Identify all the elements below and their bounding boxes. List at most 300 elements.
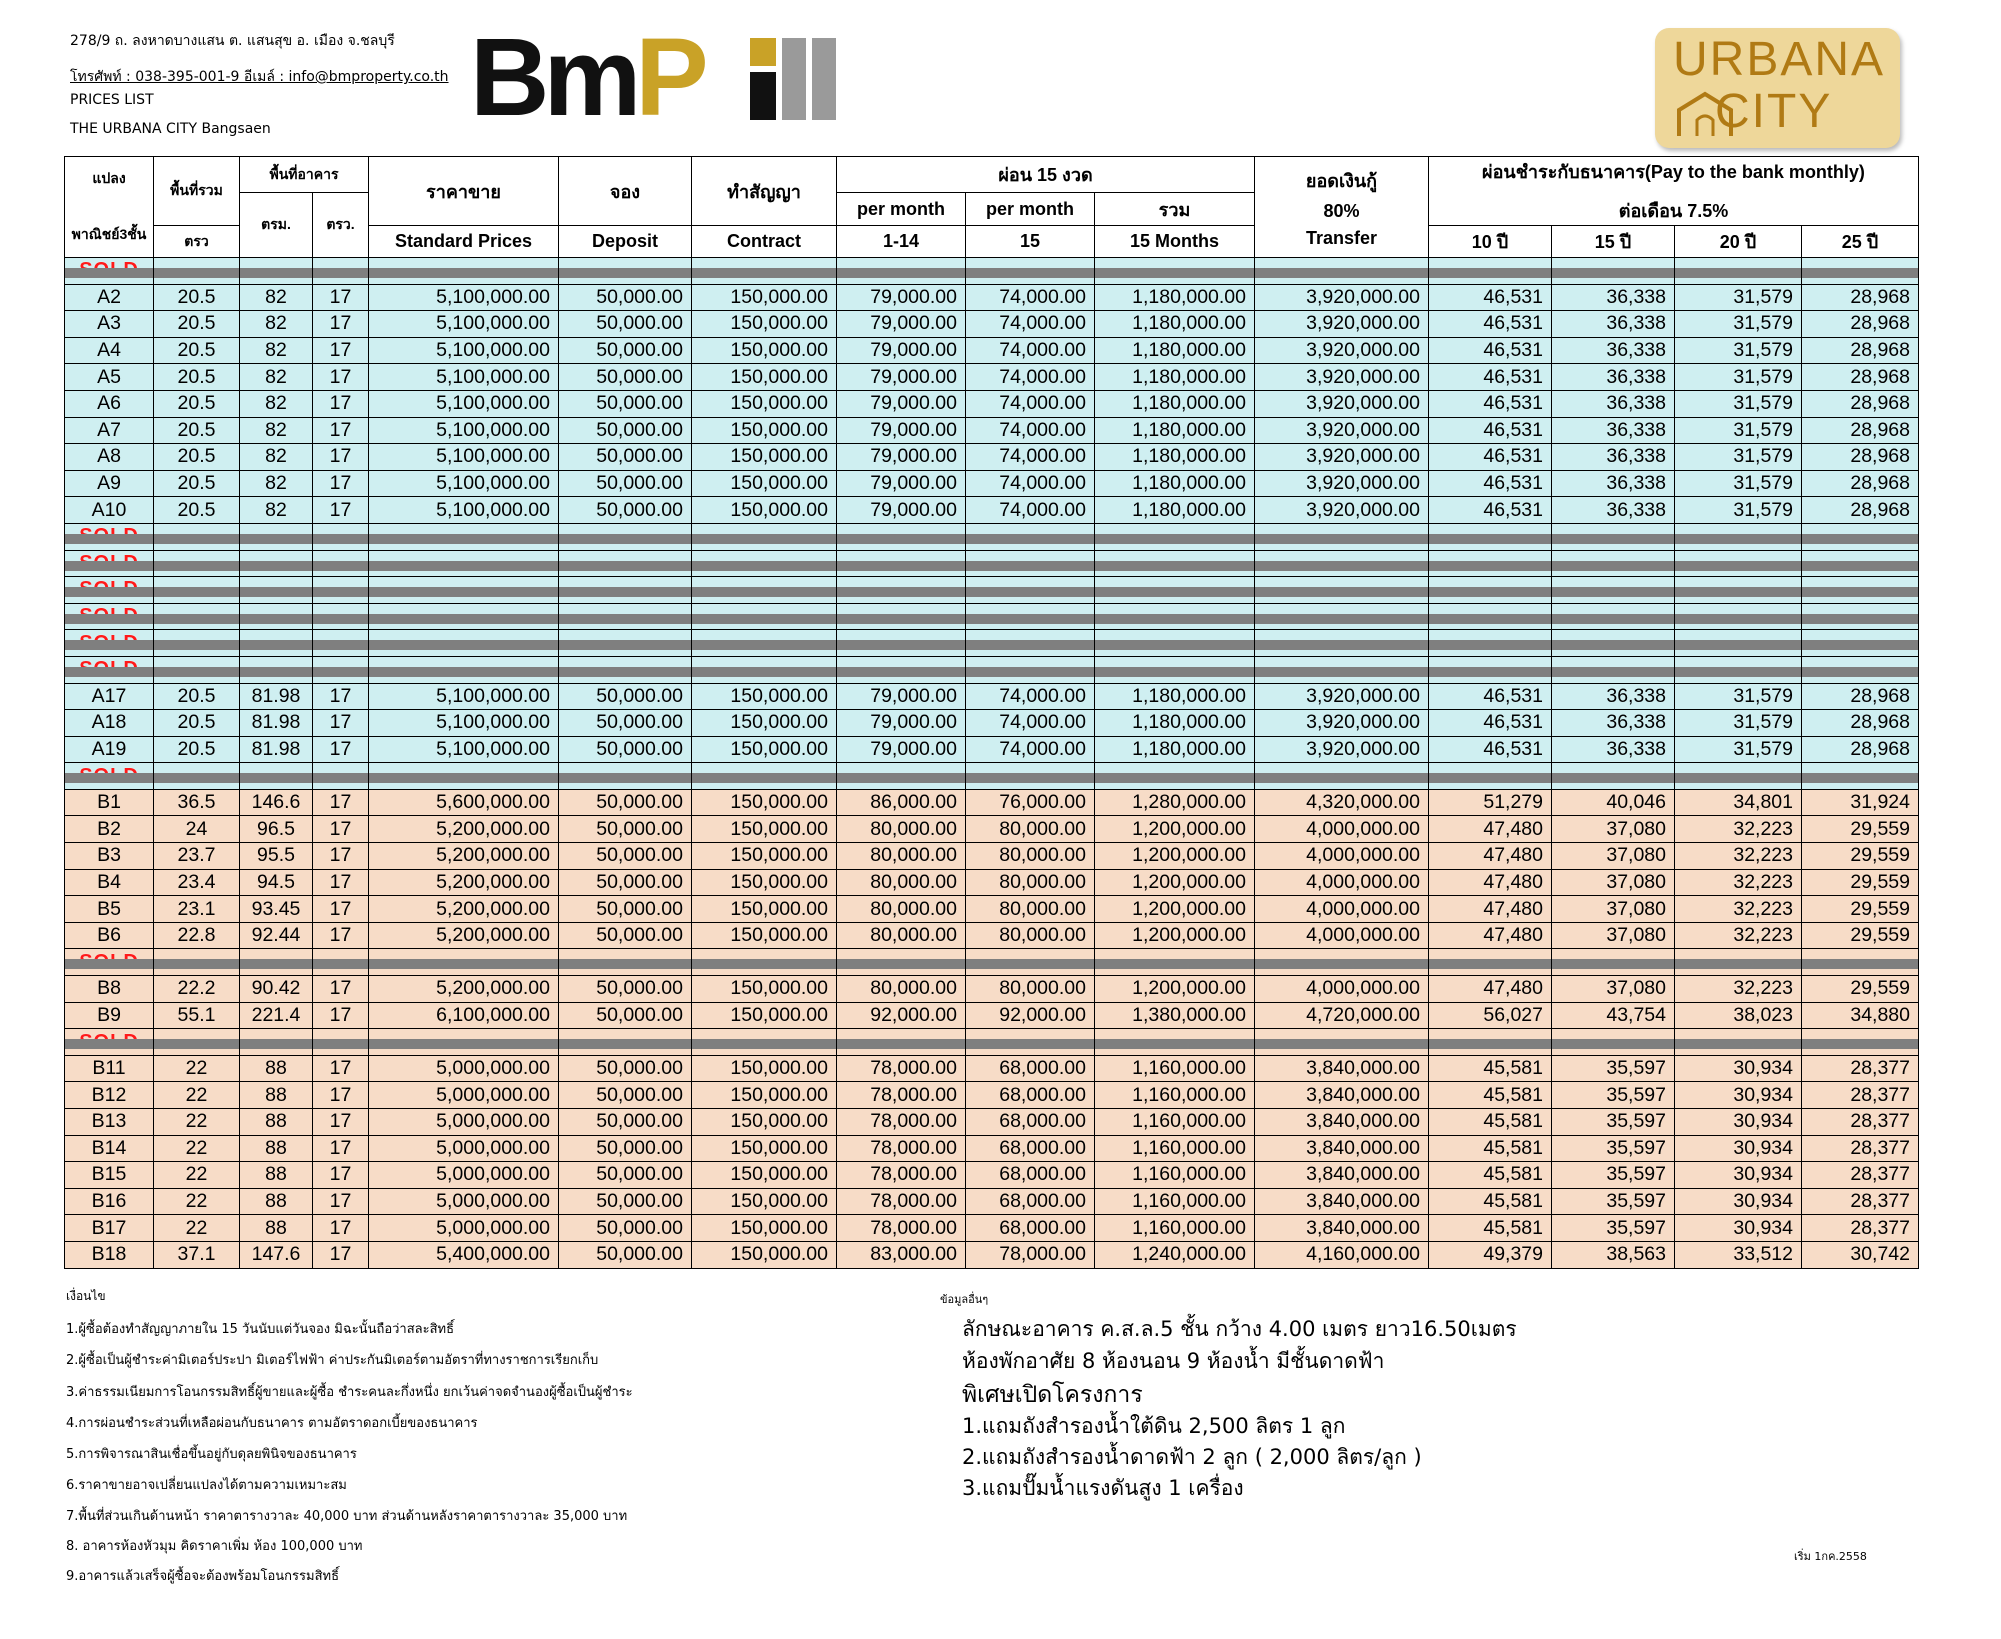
cell-land: 22 [154,1215,240,1242]
strikethrough-bar [559,614,692,624]
strikethrough-bar [65,667,154,677]
cell-y25-sold [1802,656,1919,683]
cell-pm1: 79,000.00 [837,710,966,737]
cell-sqm: 82 [240,311,313,338]
cell-plot-sold [65,550,154,577]
cell-plot-sold [65,763,154,790]
cell-total-sold [1095,577,1255,604]
strikethrough-bar [1255,268,1429,278]
cell-plot: A10 [65,497,154,524]
cell-y25-sold [1802,258,1919,285]
cell-plot: B16 [65,1188,154,1215]
cell-y15: 37,080 [1552,976,1675,1003]
table-row [65,311,1919,338]
cell-contract: 150,000.00 [692,444,837,471]
cell-contract: 150,000.00 [692,311,837,338]
strikethrough-bar [966,959,1095,969]
strikethrough-bar [966,587,1095,597]
cell-sqm: 82 [240,417,313,444]
strikethrough-bar [1552,561,1675,571]
cell-loan: 4,000,000.00 [1255,869,1429,896]
cell-loan: 3,920,000.00 [1255,390,1429,417]
header-price-th: ราคาขาย [369,157,559,226]
cell-y10-sold [1429,949,1552,976]
cell-loan-sold [1255,763,1429,790]
strikethrough-bar [1429,667,1552,677]
cell-y10: 45,581 [1429,1109,1552,1136]
header-land-unit: ตรว [154,226,240,258]
cell-total: 1,180,000.00 [1095,710,1255,737]
strikethrough-bar [559,268,692,278]
cell-land-sold [154,949,240,976]
cell-y25: 28,377 [1802,1188,1919,1215]
strikethrough-bar [1802,268,1919,278]
info-item: 2.แถมถังสำรองน้ำดาดฟ้า 2 ลูก ( 2,000 ลิตร/ลูก ) [962,1445,1422,1469]
cell-y10: 45,581 [1429,1162,1552,1189]
cell-plot: B11 [65,1055,154,1082]
strikethrough-bar [1429,773,1552,783]
strikethrough-bar [837,640,966,650]
cell-y10-sold [1429,550,1552,577]
strikethrough-bar [1095,614,1255,624]
header-plot [65,157,154,258]
cell-sqw-sold [313,550,369,577]
prices-list-title: PRICES LIST [70,92,154,108]
cell-pm1: 80,000.00 [837,896,966,923]
cell-y25-sold [1802,949,1919,976]
cell-y10: 45,581 [1429,1082,1552,1109]
cell-sqw-sold [313,1029,369,1056]
cell-price-sold [369,603,559,630]
strikethrough-bar [1255,667,1429,677]
cell-sqw: 17 [313,1055,369,1082]
cell-sqm-sold [240,523,313,550]
cell-sqm: 95.5 [240,843,313,870]
cell-plot-sold [65,656,154,683]
cell-pm1: 79,000.00 [837,311,966,338]
cell-sqw-sold [313,630,369,657]
cell-price: 5,100,000.00 [369,284,559,311]
strikethrough-bar [1255,561,1429,571]
cell-land: 20.5 [154,444,240,471]
strikethrough-bar [559,587,692,597]
header-bank-title: ผ่อนชำระกับธนาคาร(Pay to the bank monthly) [1482,162,1865,182]
strikethrough-bar [1255,614,1429,624]
cell-loan-sold [1255,523,1429,550]
strikethrough-bar [313,773,369,783]
cell-y20-sold [1675,523,1802,550]
strikethrough-bar [966,773,1095,783]
table-row-sold [65,1029,1919,1056]
cell-loan: 4,000,000.00 [1255,976,1429,1003]
cell-loan: 3,920,000.00 [1255,284,1429,311]
cell-y25: 30,742 [1802,1241,1919,1268]
cell-sqm-sold [240,1029,313,1056]
bmp-logo [470,16,840,139]
cell-loan: 4,160,000.00 [1255,1241,1429,1268]
cell-price: 5,100,000.00 [369,736,559,763]
strikethrough-bar [240,268,313,278]
cell-y25-sold [1802,550,1919,577]
cell-y20: 32,223 [1675,922,1802,949]
table-row [65,444,1919,471]
strikethrough-bar [837,587,966,597]
cell-sqm: 82 [240,390,313,417]
strikethrough-bar [369,773,559,783]
cell-sqm: 88 [240,1109,313,1136]
strikethrough-bar [1095,534,1255,544]
cell-sqm: 81.98 [240,736,313,763]
strikethrough-bar [313,614,369,624]
strikethrough-bar [369,959,559,969]
cell-deposit: 50,000.00 [559,284,692,311]
condition-item: 1.ผู้ซื้อต้องทำสัญญาภายใน 15 วันนับแต่วันจอง มิฉะนั้นถือว่าสละสิทธิ์ [66,1322,455,1337]
cell-plot: B17 [65,1215,154,1242]
table-row [65,869,1919,896]
header-loan-en: Transfer [1305,227,1378,248]
cell-plot: B8 [65,976,154,1003]
cell-price: 5,600,000.00 [369,789,559,816]
header-contract-th: ทำสัญญา [692,157,837,226]
cell-deposit: 50,000.00 [559,337,692,364]
cell-y25: 28,377 [1802,1055,1919,1082]
cell-contract: 150,000.00 [692,1241,837,1268]
strikethrough-bar [966,561,1095,571]
cell-y15: 37,080 [1552,843,1675,870]
strikethrough-bar [559,959,692,969]
cell-total: 1,180,000.00 [1095,470,1255,497]
cell-pm2: 74,000.00 [966,337,1095,364]
strikethrough-bar [154,773,240,783]
cell-y15-sold [1552,656,1675,683]
cell-y15: 36,338 [1552,444,1675,471]
cell-deposit: 50,000.00 [559,1109,692,1136]
cell-y15: 43,754 [1552,1002,1675,1029]
cell-deposit: 50,000.00 [559,1135,692,1162]
cell-y25-sold [1802,630,1919,657]
cell-pm2: 74,000.00 [966,710,1095,737]
cell-loan-sold [1255,1029,1429,1056]
cell-land-sold [154,550,240,577]
strikethrough-bar [1255,1039,1429,1049]
strikethrough-bar [1675,1039,1802,1049]
cell-pm1: 78,000.00 [837,1082,966,1109]
cell-sqw: 17 [313,922,369,949]
cell-deposit: 50,000.00 [559,1082,692,1109]
cell-contract-sold [692,603,837,630]
cell-deposit: 50,000.00 [559,710,692,737]
conditions-title: เงื่อนไข [66,1289,106,1303]
strikethrough-bar [837,561,966,571]
strikethrough-bar [1802,640,1919,650]
cell-total: 1,180,000.00 [1095,284,1255,311]
cell-plot: B2 [65,816,154,843]
strikethrough-bar [1552,587,1675,597]
cell-price: 5,100,000.00 [369,497,559,524]
cell-y20: 31,579 [1675,710,1802,737]
table-row [65,1188,1919,1215]
cell-land: 37.1 [154,1241,240,1268]
cell-total: 1,180,000.00 [1095,683,1255,710]
header-loan-pct: 80% [1323,200,1360,221]
cell-plot: A17 [65,683,154,710]
strikethrough-bar [1802,773,1919,783]
cell-plot: B13 [65,1109,154,1136]
strikethrough-bar [559,667,692,677]
cell-pm1-sold [837,577,966,604]
cell-y15: 36,338 [1552,364,1675,391]
strikethrough-bar [1095,587,1255,597]
cell-contract: 150,000.00 [692,710,837,737]
cell-plot: B18 [65,1241,154,1268]
cell-contract: 150,000.00 [692,1215,837,1242]
strikethrough-bar [65,640,154,650]
company-contact: โทรศัพท์ : 038-395-001-9 อีเมล์ : info@bmproperty.co.th [70,69,449,85]
cell-total: 1,200,000.00 [1095,976,1255,1003]
info-item: ลักษณะอาคาร ค.ส.ล.5 ชั้น กว้าง 4.00 เมตร ยาว16.50เมตร [962,1317,1517,1341]
cell-plot: A2 [65,284,154,311]
cell-contract: 150,000.00 [692,976,837,1003]
table-row [65,417,1919,444]
cell-contract-sold [692,630,837,657]
cell-y25: 28,968 [1802,497,1919,524]
cell-plot: A3 [65,311,154,338]
cell-sqm-sold [240,949,313,976]
cell-sqw: 17 [313,497,369,524]
cell-total: 1,200,000.00 [1095,843,1255,870]
strikethrough-bar [1675,773,1802,783]
strikethrough-bar [313,561,369,571]
cell-y20-sold [1675,630,1802,657]
strikethrough-bar [1675,667,1802,677]
cell-y15: 35,597 [1552,1162,1675,1189]
cell-y25-sold [1802,577,1919,604]
cell-price-sold [369,949,559,976]
strikethrough-bar [240,773,313,783]
strikethrough-bar [65,561,154,571]
strikethrough-bar [692,534,837,544]
cell-y20-sold [1675,603,1802,630]
table-row [65,1135,1919,1162]
strikethrough-bar [692,959,837,969]
strikethrough-bar [1552,640,1675,650]
cell-y10: 47,480 [1429,843,1552,870]
cell-loan: 3,920,000.00 [1255,364,1429,391]
cell-sqw-sold [313,656,369,683]
strikethrough-bar [1552,773,1675,783]
cell-pm2: 74,000.00 [966,497,1095,524]
cell-land: 22.8 [154,922,240,949]
bmp-logo-bars [750,38,840,118]
cell-total: 1,180,000.00 [1095,337,1255,364]
cell-pm2-sold [966,949,1095,976]
cell-pm1: 79,000.00 [837,364,966,391]
cell-y15-sold [1552,603,1675,630]
cell-pm2: 80,000.00 [966,922,1095,949]
cell-y20: 30,934 [1675,1162,1802,1189]
cell-deposit: 50,000.00 [559,1162,692,1189]
cell-y25: 28,377 [1802,1109,1919,1136]
cell-pm2: 74,000.00 [966,364,1095,391]
strikethrough-bar [1802,614,1919,624]
cell-land: 36.5 [154,789,240,816]
cell-pm1: 79,000.00 [837,683,966,710]
bmp-logo-text: BmP [470,16,703,139]
cell-land: 22 [154,1135,240,1162]
cell-y20: 34,801 [1675,789,1802,816]
cell-land-sold [154,523,240,550]
header-bank [1429,157,1919,226]
cell-y25: 29,559 [1802,976,1919,1003]
cell-price-sold [369,630,559,657]
strikethrough-bar [692,561,837,571]
cell-y10: 45,581 [1429,1188,1552,1215]
cell-total-sold [1095,763,1255,790]
cell-price: 5,200,000.00 [369,896,559,923]
cell-sqw: 17 [313,869,369,896]
cell-y20: 33,512 [1675,1241,1802,1268]
cell-total: 1,380,000.00 [1095,1002,1255,1029]
cell-sqw: 17 [313,1162,369,1189]
cell-pm2-sold [966,577,1095,604]
cell-deposit: 50,000.00 [559,444,692,471]
strikethrough-bar [692,614,837,624]
strikethrough-bar [369,640,559,650]
cell-sqm: 88 [240,1082,313,1109]
cell-sqw: 17 [313,816,369,843]
urbana-logo-line1: URBANA [1673,33,1886,86]
cell-y20-sold [1675,1029,1802,1056]
table-row-sold [65,656,1919,683]
strikethrough-bar [966,1039,1095,1049]
table-row [65,1002,1919,1029]
cell-y25: 28,968 [1802,284,1919,311]
header-y20: 20 ปี [1675,226,1802,258]
table-row [65,683,1919,710]
cell-sqw: 17 [313,311,369,338]
cell-y10-sold [1429,1029,1552,1056]
cell-y20: 30,934 [1675,1135,1802,1162]
strikethrough-bar [1675,534,1802,544]
cell-price-sold [369,550,559,577]
table-row-sold [65,630,1919,657]
cell-sqm-sold [240,577,313,604]
cell-sqm: 94.5 [240,869,313,896]
cell-y10: 46,531 [1429,284,1552,311]
table-row [65,284,1919,311]
price-table [64,156,1919,1269]
cell-land: 20.5 [154,311,240,338]
condition-item: 2.ผู้ซื้อเป็นผู้ชำระค่ามิเตอร์ประปา มิเตอร์ไฟฟ้า ค่าประกันมิเตอร์ตามอัตราที่ทางราชการเรียกเก็บ [66,1353,599,1368]
strikethrough-bar [966,667,1095,677]
header-building-area: พื้นที่อาคาร [240,157,369,193]
strikethrough-bar [240,959,313,969]
strikethrough-bar [240,640,313,650]
strikethrough-bar [369,561,559,571]
cell-sqw: 17 [313,470,369,497]
cell-contract: 150,000.00 [692,337,837,364]
cell-y15: 36,338 [1552,497,1675,524]
strikethrough-bar [65,773,154,783]
cell-pm2: 78,000.00 [966,1241,1095,1268]
cell-sqm-sold [240,603,313,630]
strikethrough-bar [1255,534,1429,544]
cell-deposit: 50,000.00 [559,364,692,391]
cell-sqw: 17 [313,1002,369,1029]
table-row [65,1109,1919,1136]
cell-y25: 28,968 [1802,311,1919,338]
cell-y10: 45,581 [1429,1055,1552,1082]
cell-sqm: 90.42 [240,976,313,1003]
strikethrough-bar [1552,959,1675,969]
table-header [65,157,1919,258]
cell-plot-sold [65,577,154,604]
cell-contract-sold [692,577,837,604]
cell-pm2: 80,000.00 [966,843,1095,870]
cell-pm2: 74,000.00 [966,417,1095,444]
cell-y15-sold [1552,577,1675,604]
cell-loan: 3,920,000.00 [1255,497,1429,524]
table-row [65,816,1919,843]
strikethrough-bar [240,667,313,677]
cell-y25-sold [1802,523,1919,550]
cell-y25-sold [1802,1029,1919,1056]
cell-total: 1,180,000.00 [1095,364,1255,391]
header-y25: 25 ปี [1802,226,1919,258]
cell-price: 5,000,000.00 [369,1109,559,1136]
cell-y15: 38,563 [1552,1241,1675,1268]
cell-deposit-sold [559,1029,692,1056]
cell-y15: 37,080 [1552,869,1675,896]
cell-sqm: 82 [240,444,313,471]
cell-sqm-sold [240,763,313,790]
strikethrough-bar [559,1039,692,1049]
cell-y20: 31,579 [1675,364,1802,391]
cell-contract: 150,000.00 [692,1109,837,1136]
strikethrough-bar [313,268,369,278]
strikethrough-bar [154,561,240,571]
cell-land: 20.5 [154,497,240,524]
cell-y10: 46,531 [1429,337,1552,364]
cell-loan-sold [1255,550,1429,577]
cell-plot: B6 [65,922,154,949]
cell-land: 20.5 [154,470,240,497]
cell-sqw-sold [313,258,369,285]
header-pm1-sub: 1-14 [837,226,966,258]
strikethrough-bar [65,614,154,624]
cell-plot: B14 [65,1135,154,1162]
cell-y25: 28,377 [1802,1215,1919,1242]
cell-pm1: 79,000.00 [837,417,966,444]
cell-y10: 46,531 [1429,710,1552,737]
cell-sqw-sold [313,763,369,790]
cell-y15: 37,080 [1552,896,1675,923]
table-row [65,470,1919,497]
cell-pm1: 80,000.00 [837,922,966,949]
cell-y25-sold [1802,603,1919,630]
cell-y10: 46,531 [1429,364,1552,391]
cell-plot: A8 [65,444,154,471]
cell-y20-sold [1675,763,1802,790]
cell-plot: B12 [65,1082,154,1109]
cell-total: 1,160,000.00 [1095,1055,1255,1082]
cell-y20: 31,579 [1675,390,1802,417]
cell-pm1: 92,000.00 [837,1002,966,1029]
cell-y10: 46,531 [1429,311,1552,338]
strikethrough-bar [1675,561,1802,571]
strikethrough-bar [1802,1039,1919,1049]
cell-y25: 28,968 [1802,390,1919,417]
